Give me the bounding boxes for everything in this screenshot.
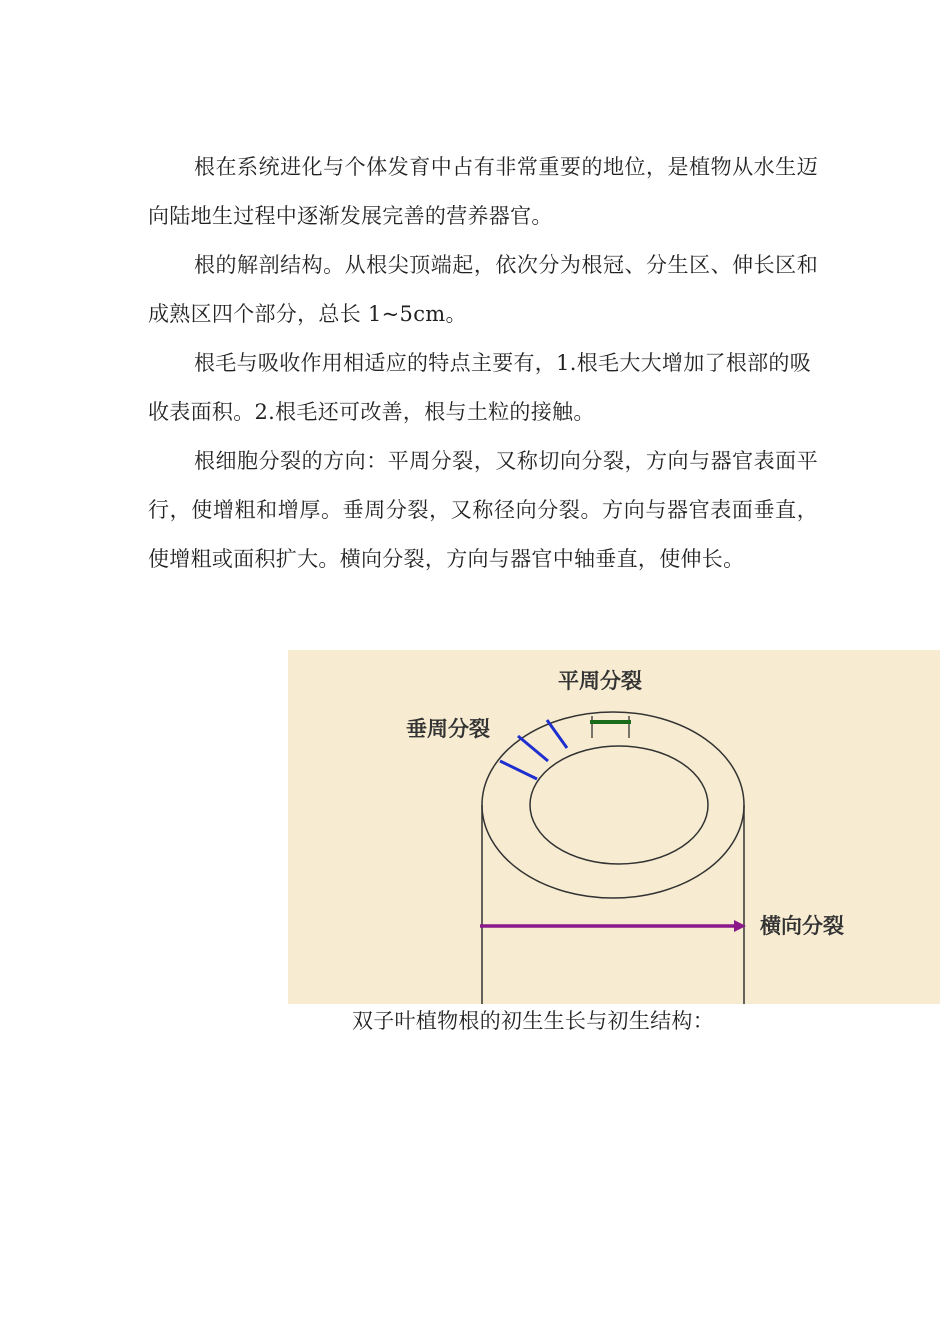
paragraph-root-hair: 根毛与吸收作用相适应的特点主要有，1.根毛大大增加了根部的吸收表面积。2.根毛还可改善，根与土粒的接触。 xyxy=(148,351,812,424)
body-text xyxy=(148,143,818,584)
anticlinal-mark-3 xyxy=(547,720,567,748)
anticlinal-mark-1 xyxy=(500,761,537,779)
figure-caption: 双子叶植物根的初生生长与初生结构： xyxy=(351,1009,715,1033)
cell-division-diagram xyxy=(288,650,940,1004)
label-transverse: 横向分裂 xyxy=(760,914,844,938)
inner-ellipse xyxy=(530,746,708,864)
paragraph-cell-division: 根细胞分裂的方向：平周分裂，又称切向分裂，方向与器官表面平行，使增粗和增厚。垂周分裂，又称径向分裂。方向与器官表面垂直，使增粗或面积扩大。横向分裂，方向与器官中轴垂直，使伸长。 xyxy=(148,449,818,571)
paragraph-root-importance: 根在系统进化与个体发育中占有非常重要的地位，是植物从水生迈向陆地生过程中逐渐发展完善的营养器官。 xyxy=(148,155,818,228)
label-anticlinal: 垂周分裂 xyxy=(406,717,490,741)
cell-division-svg xyxy=(288,650,940,1004)
anticlinal-mark-2 xyxy=(518,736,548,761)
label-periclinal: 平周分裂 xyxy=(558,669,642,693)
paragraph-root-anatomy: 根的解剖结构。从根尖顶端起，依次分为根冠、分生区、伸长区和成熟区四个部分，总长 1~5cm。 xyxy=(148,253,818,326)
